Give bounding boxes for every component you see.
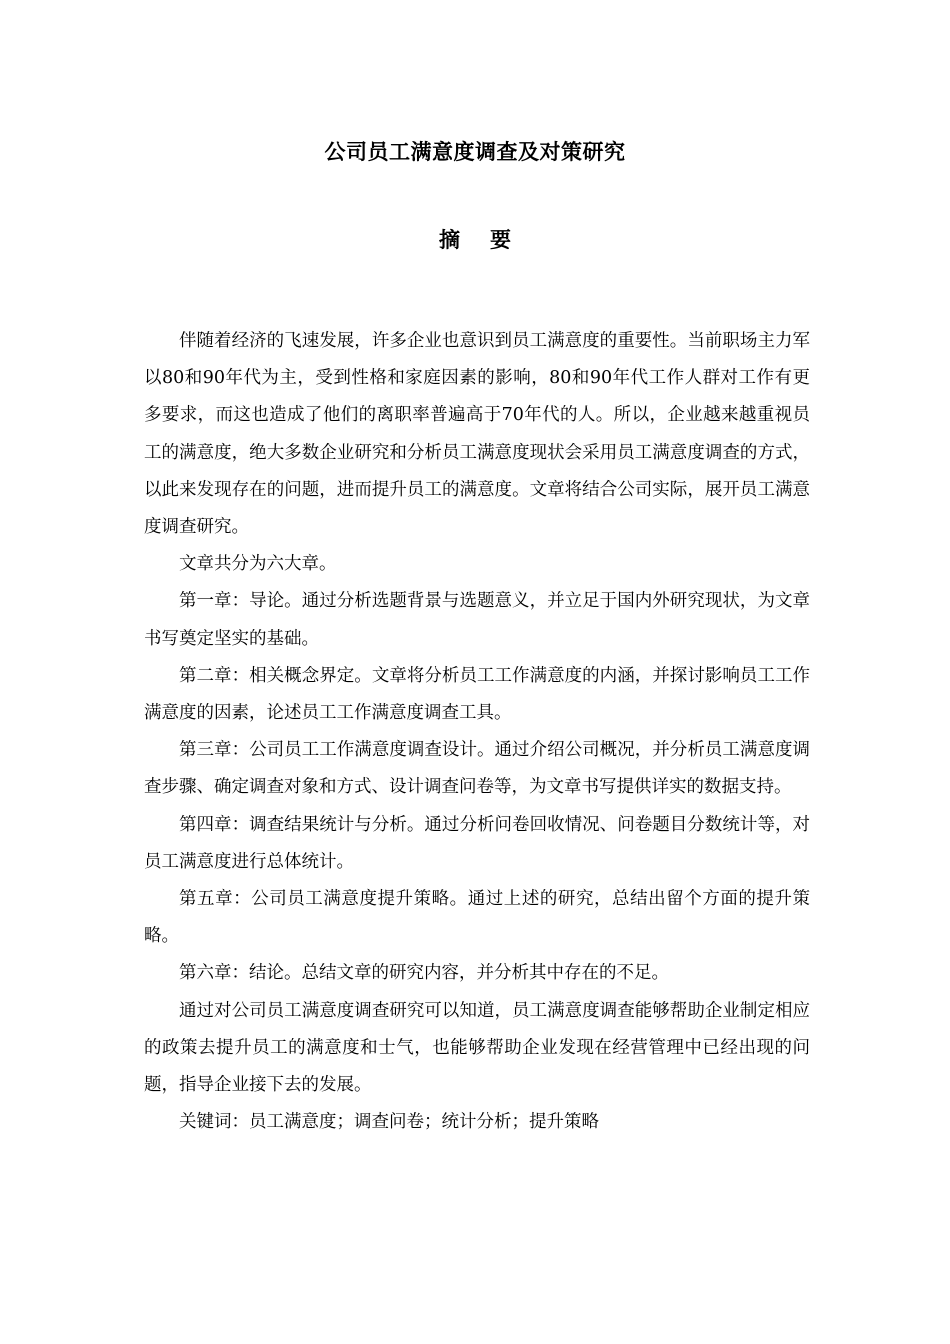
abstract-paragraph-chapter-2: 第二章：相关概念界定。文章将分析员工工作满意度的内涵，并探讨影响员工工作满意度的因素，论述员工工作满意度调查工具。 [144, 665, 810, 724]
abstract-paragraph-chapter-6: 第六章：结论。总结文章的研究内容，并分析其中存在的不足。 [179, 963, 669, 984]
abstract-heading-left: 摘 [439, 227, 460, 252]
abstract-paragraph-chapter-3: 第三章：公司员工工作满意度调查设计。通过介绍公司概况，并分析员工满意度调查步骤、确定调查对象和方式、设计调查问卷等，为文章书写提供详实的数据支持。 [144, 740, 810, 798]
abstract-paragraph-conclusion: 通过对公司员工满意度调查研究可以知道，员工满意度调查能够帮助企业制定相应的政策去提升员工的满意度和士气，也能够帮助企业发现在经营管理中已经出现的问题，指导企业接下去的发展。 [144, 1000, 810, 1096]
abstract-body [144, 323, 810, 1141]
abstract-heading-right: 要 [490, 227, 511, 252]
abstract-heading [0, 224, 950, 256]
abstract-paragraph-chapter-1: 第一章：导论。通过分析选题背景与选题意义，并立足于国内外研究现状，为文章书写奠定坚实的基础。 [144, 591, 810, 649]
abstract-paragraph-intro: 伴随着经济的飞速发展，许多企业也意识到员工满意度的重要性。当前职场主力军以80和90年代为主，受到性格和家庭因素的影响，80和90年代工作人群对工作有更多要求，而这也造成了他们的离职率普遍高于70年代的人。所以，企业越来越重视员工的满意度，绝大多数企业研究和分析员工满意度现状会采用员工满意度调查的方式，以此来发现存在的问题，进而提升员工的满意度。文章将结合公司实际，展开员工满意度调查研究。 [144, 331, 810, 538]
document-title: 公司员工满意度调查及对策研究 [324, 139, 626, 164]
abstract-paragraph-chapter-5: 第五章：公司员工满意度提升策略。通过上述的研究，总结出留个方面的提升策略。 [144, 889, 810, 947]
abstract-paragraph-chapter-4: 第四章：调查结果统计与分析。通过分析问卷回收情况、问卷题目分数统计等，对员工满意度进行总体统计。 [144, 814, 810, 872]
abstract-paragraph-overview: 文章共分为六大章。 [179, 554, 337, 575]
abstract-keywords: 关键词：员工满意度；调查问卷；统计分析；提升策略 [179, 1112, 599, 1133]
